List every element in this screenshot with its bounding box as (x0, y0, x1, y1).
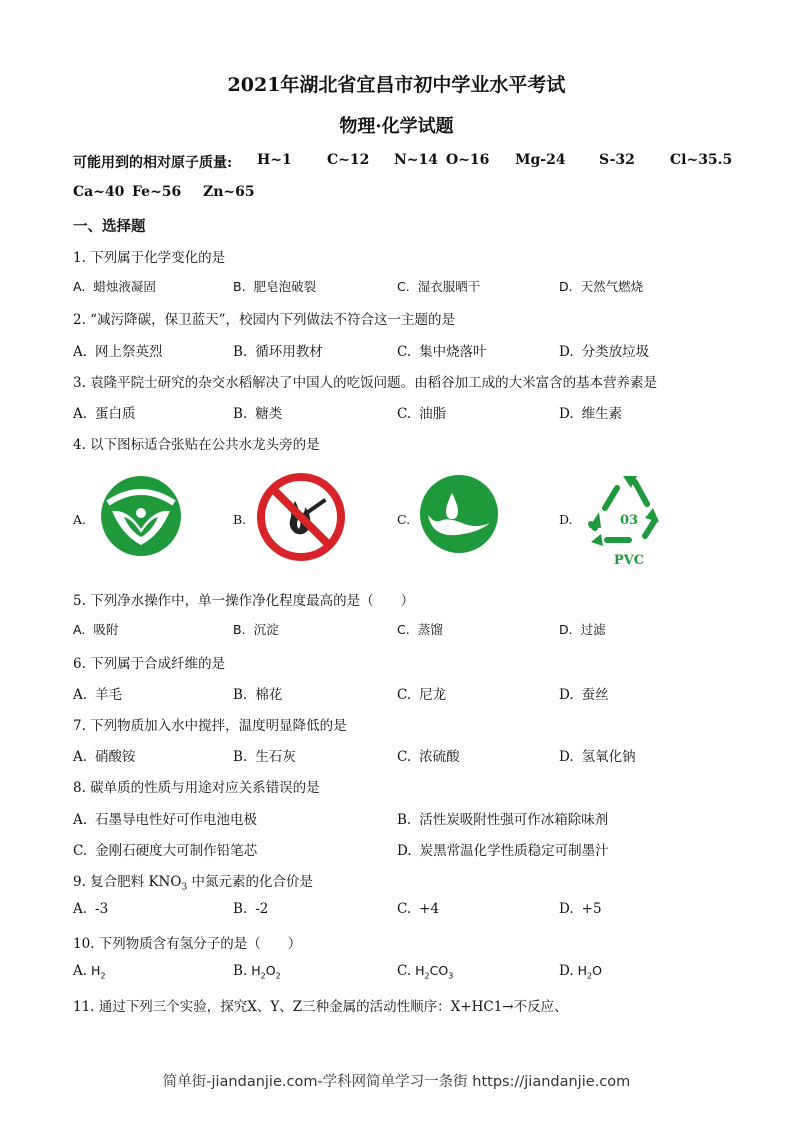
question-options (73, 963, 733, 981)
option-b[interactable]: B. 肥皂泡破裂 (233, 279, 317, 294)
atomic-mass-item: Mg-24 (515, 152, 566, 168)
option-b[interactable]: B. -2 (233, 901, 269, 917)
question-stem: 5. 下列净水操作中，单一操作净化程度最高的是（ ） (73, 593, 415, 609)
question-stem: 7. 下列物质加入水中搅拌，温度明显降低的是 (73, 718, 347, 734)
option-d[interactable]: D. $H_2O$ (559, 963, 602, 981)
option-c[interactable]: C. +4 (397, 901, 440, 917)
question-options (73, 745, 733, 763)
question-options (73, 620, 733, 638)
option-a-label[interactable]: A. (73, 512, 87, 527)
section-heading: 一、选择题 (73, 218, 146, 235)
question-stem: 9. 复合肥料 $KNO_3$ 中氮元素的化合价是 (73, 874, 313, 893)
option-b[interactable]: B. 循环用教材 (233, 344, 323, 360)
option-a[interactable]: A. $H_2$ (73, 963, 106, 981)
question-stem: 6. 下列属于合成纤维的是 (73, 656, 226, 672)
option-d-label[interactable]: D. (559, 512, 573, 527)
atomic-mass-item: Cl~35.5 (670, 152, 733, 168)
option-c[interactable]: C. $H_2CO_3$ (397, 963, 454, 981)
atomic-mass-row-1 (73, 152, 733, 172)
atomic-mass-item: Fe~56 (132, 184, 182, 200)
recycle-pvc-icon[interactable] (583, 468, 675, 570)
question-options (73, 683, 733, 701)
atomic-mass-item: C~12 (327, 152, 370, 168)
question-options (73, 340, 733, 358)
question-stem: 10. 下列物质含有氢分子的是（ ） (73, 936, 302, 952)
option-b-label[interactable]: B. (233, 512, 247, 527)
option-c[interactable]: C. 油脂 (397, 406, 447, 422)
question-options (73, 277, 733, 295)
option-b[interactable]: B. 沉淀 (233, 622, 279, 637)
question-options (73, 901, 733, 919)
page-subtitle: 物理·化学试题 (339, 116, 454, 137)
question-stem: 2. “减污降碳，保卫蓝天”，校园内下列做法不符合这一主题的是 (73, 312, 455, 328)
option-b[interactable]: B. 棉花 (233, 687, 283, 703)
page-title: 2021年湖北省宜昌市初中学业水平考试 (227, 74, 566, 96)
option-a[interactable]: A. 吸附 (73, 622, 119, 637)
option-a[interactable]: A. 羊毛 (73, 687, 123, 703)
option-a[interactable]: A. 石墨导电性好可作电池电极 (73, 812, 258, 828)
atomic-mass-item: N~14 (394, 152, 439, 168)
option-b[interactable]: B. 生石灰 (233, 749, 296, 765)
question-stem: 4. 以下图标适合张贴在公共水龙头旁的是 (73, 437, 320, 453)
option-c[interactable]: C. 浓硫酸 (397, 749, 460, 765)
question-options (73, 808, 733, 826)
option-d[interactable]: D. +5 (559, 901, 602, 917)
atomic-mass-item: Ca~40 (73, 184, 125, 200)
recycle-text: PVC (613, 553, 645, 568)
option-b[interactable]: B. 糖类 (233, 406, 283, 422)
option-c[interactable]: C. 集中烧落叶 (397, 344, 487, 360)
option-b[interactable]: B. $H_2O_2$ (233, 963, 281, 981)
question-options (73, 839, 733, 857)
question-stem: 1. 下列属于化学变化的是 (73, 250, 226, 266)
option-a[interactable]: A. 网上祭英烈 (73, 344, 163, 360)
option-d[interactable]: D. 分类放垃圾 (559, 344, 650, 360)
option-c[interactable]: C. 尼龙 (397, 687, 447, 703)
option-c[interactable]: C. 蒸馏 (397, 622, 443, 637)
option-c-label[interactable]: C. (397, 512, 411, 527)
atomic-mass-label: 可能用到的相对原子质量: (73, 155, 233, 171)
question-stem: 8. 碳单质的性质与用途对应关系错误的是 (73, 780, 320, 796)
option-d[interactable]: D. 天然气燃烧 (559, 279, 644, 294)
option-d[interactable]: D. 氢氧化钠 (559, 749, 636, 765)
option-d[interactable]: D. 维生素 (559, 406, 623, 422)
footer-watermark: 简单街-jiandanjie.com-学科网简单学习一条街 https://jiandanjie.com (162, 1074, 631, 1090)
atomic-mass-row-2 (73, 184, 373, 204)
option-a[interactable]: A. 蛋白质 (73, 406, 136, 422)
option-a[interactable]: A. -3 (73, 901, 109, 917)
option-b[interactable]: B. 活性炭吸附性强可作冰箱除味剂 (397, 812, 609, 828)
atomic-mass-item: S-32 (599, 152, 635, 168)
option-c[interactable]: C. 金刚石硬度大可制作铅笔芯 (73, 843, 258, 859)
option-a[interactable]: A. 硝酸铵 (73, 749, 136, 765)
atomic-mass-item: O~16 (446, 152, 490, 168)
atomic-mass-item: H~1 (257, 152, 292, 168)
question-options (73, 402, 733, 420)
icon-options (73, 468, 733, 578)
option-d[interactable]: D. 炭黑常温化学性质稳定可制墨汁 (397, 843, 609, 859)
atomic-mass-item: Zn~65 (203, 184, 255, 200)
no-fire-icon[interactable] (255, 471, 347, 563)
option-c[interactable]: C. 湿衣服晒干 (397, 279, 481, 294)
water-saving-icon[interactable] (418, 473, 500, 555)
recycle-code: 03 (619, 513, 639, 528)
option-d[interactable]: D. 过滤 (559, 622, 606, 637)
option-a[interactable]: A. 蜡烛液凝固 (73, 279, 156, 294)
option-d[interactable]: D. 蚕丝 (559, 687, 609, 703)
question-stem: 3. 袁隆平院士研究的杂交水稻解决了中国人的吃饭问题。由稻谷加工成的大米富含的基本营养素是 (73, 375, 658, 391)
question-stem: 11. 通过下列三个实验，探究X、Y、Z三种金属的活动性顺序：X+HC1→不反应、 (73, 999, 568, 1015)
green-food-icon[interactable] (98, 473, 184, 559)
